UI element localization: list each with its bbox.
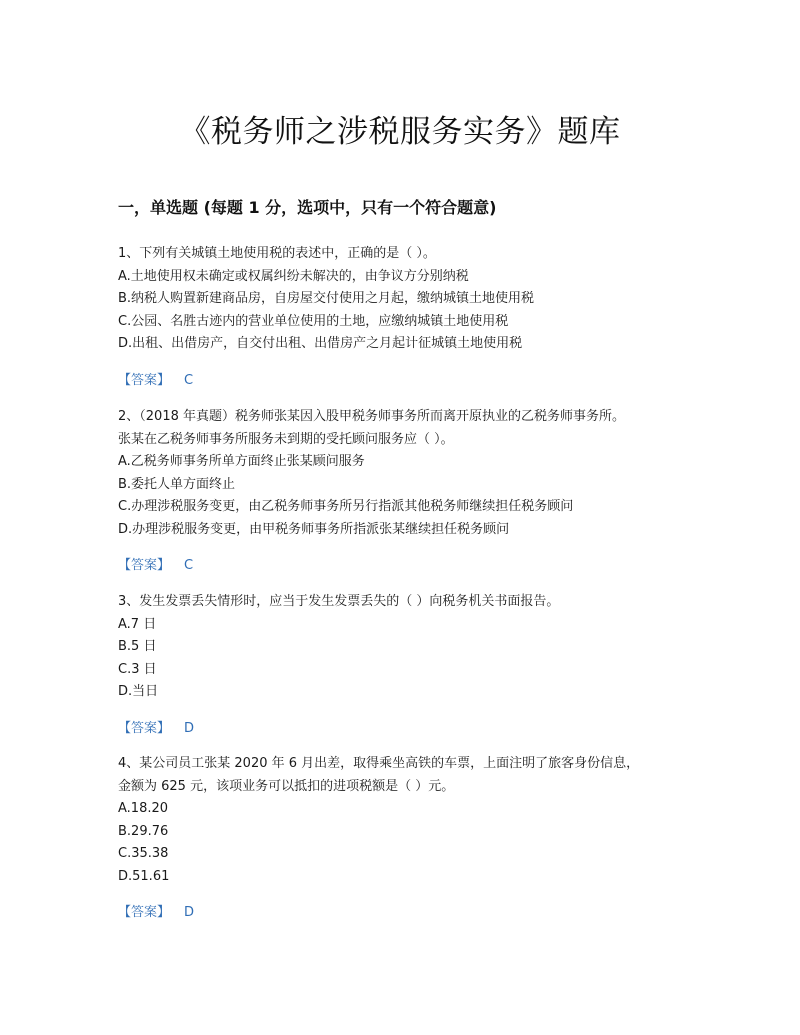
answer-line [118, 555, 698, 577]
option-d: D.办理涉税服务变更，由甲税务师事务所指派张某继续担任税务顾问 [118, 521, 510, 537]
answer-value: D [184, 905, 195, 920]
question-1 [118, 243, 698, 392]
option-c: C.办理涉税服务变更，由乙税务师事务所另行指派其他税务师继续担任税务顾问 [118, 499, 574, 514]
answer-tag: 【答案】 [118, 905, 171, 920]
question-stem: 4、某公司员工张某 2020 年 6 月出差，取得乘坐高铁的车票，上面注明了旅客身份信息， [118, 756, 640, 771]
question-stem-continued: 金额为 625 元，该项业务可以抵扣的进项税额是（ ）元。 [118, 778, 455, 794]
question-2 [118, 406, 698, 577]
option-c: C.公园、名胜古迹内的营业单位使用的土地，应缴纳城镇土地使用税 [118, 313, 509, 329]
question-4 [118, 753, 698, 924]
section-heading: 一，单选题 (每题 1 分，选项中，只有一个符合题意) [118, 198, 497, 217]
answer-line [118, 370, 698, 392]
option-b: B.29.76 [118, 823, 169, 839]
question-stem: 2、（2018 年真题）税务师张某因入股甲税务师事务所而离开原执业的乙税务师事务所。 [118, 409, 625, 424]
question-stem: 3、发生发票丢失情形时，应当于发生发票丢失的（ ）向税务机关书面报告。 [118, 594, 560, 609]
question-stem: 1、下列有关城镇土地使用税的表述中，正确的是（ ）。 [118, 246, 436, 261]
option-d: D.51.61 [118, 868, 170, 884]
answer-tag: 【答案】 [118, 720, 171, 736]
option-d: D.出租、出借房产，自交付出租、出借房产之月起计征城镇土地使用税 [118, 336, 523, 351]
answer-value: C [184, 372, 194, 388]
option-a: A.7 日 [118, 616, 157, 632]
answer-value: C [184, 558, 194, 573]
question-stem-continued: 张某在乙税务师事务所服务未到期的受托顾问服务应（ ）。 [118, 431, 454, 447]
option-b: B.委托人单方面终止 [118, 476, 236, 492]
option-b: B.纳税人购置新建商品房，自房屋交付使用之月起，缴纳城镇土地使用税 [118, 291, 535, 306]
answer-value: D [184, 720, 195, 736]
answer-line [118, 902, 698, 924]
question-3 [118, 591, 698, 740]
option-a: A.土地使用权未确定或权属纠纷未解决的，由争议方分别纳税 [118, 268, 469, 284]
option-d: D.当日 [118, 684, 159, 699]
option-b: B.5 日 [118, 639, 157, 654]
option-a: A.乙税务师事务所单方面终止张某顾问服务 [118, 454, 365, 469]
answer-tag: 【答案】 [118, 558, 171, 573]
document-title: 《税务师之涉税服务实务》题库 [179, 114, 621, 150]
option-c: C.35.38 [118, 846, 169, 861]
option-a: A.18.20 [118, 801, 169, 816]
answer-tag: 【答案】 [118, 372, 171, 388]
option-c: C.3 日 [118, 661, 157, 677]
answer-line [118, 718, 698, 740]
